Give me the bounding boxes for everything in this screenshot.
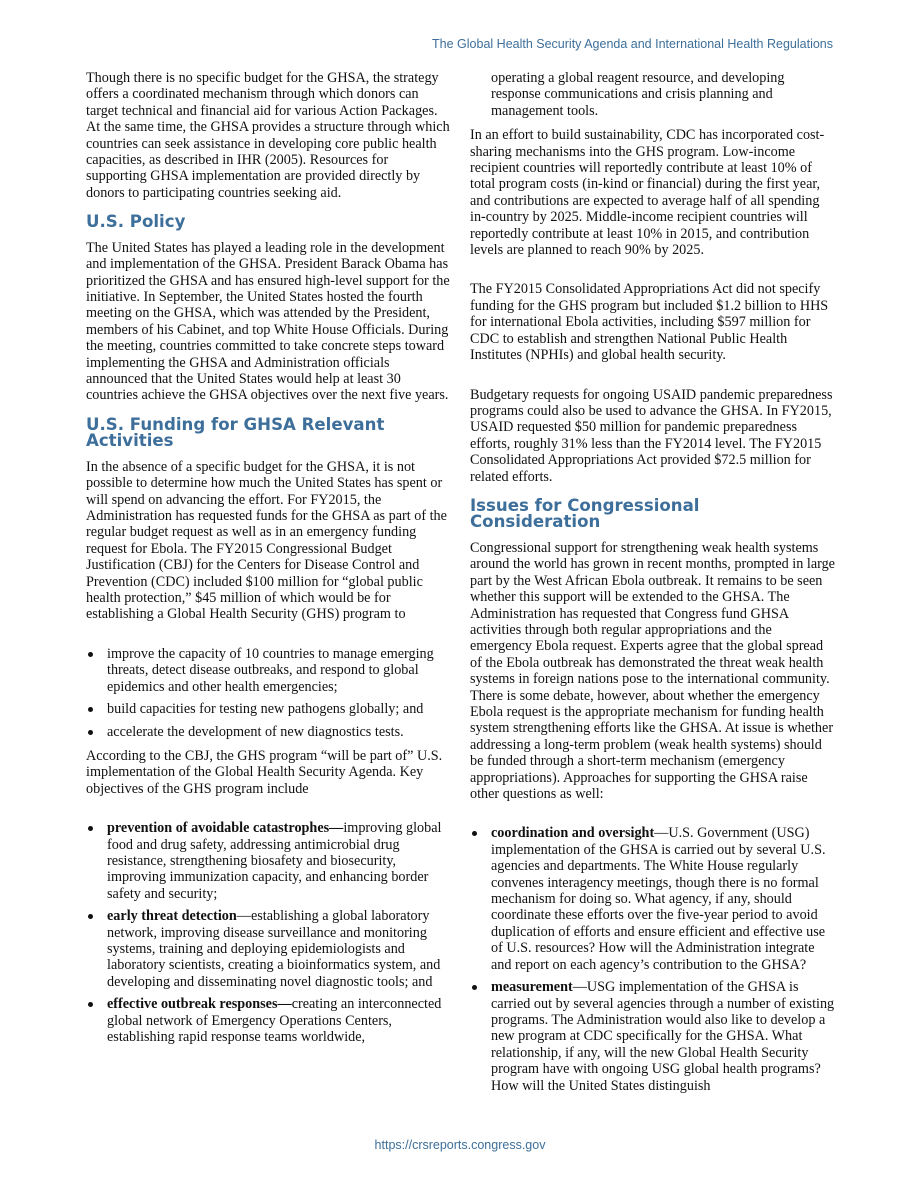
- list-item-continued: operating a global reagent resource, and developing response communications and crisis planning and management tools.: [491, 70, 785, 119]
- list-item-text: improving global food and drug safety, addressing antimicrobial drug resistance, strengthening biosafety and biosecurity, improving immunization capacity, and enhancing border safety and security;: [107, 820, 442, 902]
- spacer: [470, 265, 835, 281]
- list-item-term: measurement: [491, 979, 573, 996]
- list-item: [470, 825, 835, 973]
- issues-paragraph: Congressional support for strengthening weak health systems around the world has grown in recent months, prompted in large part by the West African Ebola outbreak. It remains to be seen whether this support will be extended to the GHSA. The Administration has requested that Congress fund GHSA activities through both regular appropriations and the emergency Ebola request. Experts agree that the global spread of the Ebola outbreak has demonstrated the threat weak health systems in foreign nations pose to the international community. There is some debate, however, about whether the emergency Ebola request is the appropriate mechanism for funding health system strengthening efforts like the GHSA. At issue is whether addressing a long-term problem (weak health systems) should be funded through a short-term mechanism (emergency appropriations). Approaches for supporting the GHSA raise other questions as well:: [470, 539, 835, 803]
- list-item-term: early threat detection: [107, 908, 237, 925]
- cost-sharing-paragraph: In an effort to build sustainability, CDC has incorporated cost-sharing mechanisms into the GHS program. Low-income recipient countries will reportedly contribute at least 10% of total program costs (in-kind or financial) during the first year, and contributions are expected to average half of all spending in-country by 2025. Middle-income recipient countries will reportedly contribute at least 10% in 2015, and contribution levels are planned to reach 90% by 2025.: [470, 127, 825, 259]
- us-policy-paragraph: The United States has played a leading role in the development and implementation of the GHSA. President Barack Obama has prioritized the GHSA and has ensured high-level support for the initiative. In September, the United States hosted the fourth meeting on the GHSA, which was attended by the President, members of his Cabinet, and top White House Officials. During the meeting, countries committed to take concrete steps toward implementing the GHSA and Administration officials announced that the United States would help at least 30 countries achieve the GHSA objectives over the next five years.: [86, 239, 450, 404]
- spacer: [470, 809, 835, 825]
- list-item: accelerate the development of new diagnostics tests.: [86, 724, 451, 740]
- ghs-program-goals-list: [86, 646, 451, 740]
- section-heading-issues: Issues for Congressional Consideration: [470, 495, 700, 532]
- left-column: [86, 70, 451, 1053]
- list-item: [470, 979, 835, 1094]
- section-heading-us-policy: U.S. Policy: [86, 212, 186, 232]
- spacer: [86, 804, 451, 820]
- list-item-text: creating an interconnected global network of Emergency Operations Centers, establishing rapid response teams worldwide,: [107, 996, 442, 1045]
- intro-paragraph: Though there is no specific budget for the GHSA, the strategy offers a coordinated mechanism through which donors can target technical and financial aid for various Action Packages. At the same time, the GHSA provides a structure through which countries can seek assistance in developing core public health capacities, as described in IHR (2005). Resources for supporting GHSA implementation are provided directly by donors to participating countries seeking aid.: [86, 70, 450, 201]
- list-item-term: prevention of avoidable catastrophes—: [107, 820, 344, 837]
- list-item-text: —U.S. Government (USG) implementation of the GHSA is carried out by several U.S. agencies and departments. The White House regularly convenes interagency meetings, though there is no formal mechanism for doing so. What agency, if any, should coordinate these efforts over the five-year period to avoid duplication of efforts and ensure efficient and effective use of U.S. resources? How will the Administration integrate and report on each agency’s contribution to the GHSA?: [491, 825, 826, 973]
- right-column: [470, 70, 835, 1102]
- continued-list: [470, 70, 835, 119]
- section-heading-us-funding: U.S. Funding for GHSA Relevant Activities: [86, 414, 385, 451]
- usaid-paragraph: Budgetary requests for ongoing USAID pandemic preparedness programs could also be used to advance the GHSA. In FY2015, USAID requested $50 million for pandemic preparedness efforts, roughly 31% less than the FY2014 level. The FY2015 Consolidated Appropriations Act provided $72.5 million for related efforts.: [470, 386, 833, 485]
- list-item-term: coordination and oversight: [491, 825, 655, 842]
- us-funding-paragraph: In the absence of a specific budget for the GHSA, it is not possible to determine how much the United States has spent or will spend on advancing the effort. For FY2015, the Administration has requested funds for the GHSA as part of the regular budget request as well as in an emergency funding request for Ebola. The FY2015 Congressional Budget Justification (CBJ) for the Centers for Disease Control and Prevention (CDC) included $100 million for “global public health protection,” $45 million of which would be for establishing a Global Health Security (GHS) program to: [86, 458, 447, 623]
- appropriations-paragraph: The FY2015 Consolidated Appropriations Act did not specify funding for the GHS program but included $1.2 billion to HHS for international Ebola activities, including $597 million for CDC to establish and strengthen National Public Health Institutes (NPHIs) and global health security.: [470, 281, 829, 364]
- cbj-paragraph: According to the CBJ, the GHS program “will be part of” U.S. implementation of the Global Health Security Agenda. Key objectives of the GHS program include: [86, 747, 443, 797]
- ghs-objectives-list: [86, 820, 451, 1045]
- list-item-text: —establishing a global laboratory network, improving disease surveillance and monitoring systems, training and deploying epidemiologists and laboratory scientists, creating a bioinformatics system, and developing and disseminating novel diagnostic tools; and: [107, 908, 441, 990]
- list-item: build capacities for testing new pathogens globally; and: [86, 701, 451, 717]
- list-item: [86, 996, 451, 1045]
- footer-url: https://crsreports.congress.gov: [374, 1138, 546, 1152]
- list-item: [86, 908, 451, 990]
- list-item: [86, 820, 451, 902]
- spacer: [86, 630, 451, 646]
- list-item-text: —USG implementation of the GHSA is carried out by several agencies through a number of existing programs. The Administration would also like to develop a new program at CDC specifically for the GHSA. What relationship, if any, will the new Global Health Security program have with ongoing USG global health programs? How will the United States distinguish: [491, 979, 835, 1094]
- issues-list: [470, 825, 835, 1094]
- list-item: improve the capacity of 10 countries to manage emerging threats, detect disease outbreaks, and respond to global epidemics and other health emergencies;: [86, 646, 451, 695]
- list-item-term: effective outbreak responses—: [107, 996, 292, 1013]
- running-header: The Global Health Security Agenda and International Health Regulations: [432, 37, 833, 51]
- spacer: [470, 371, 835, 387]
